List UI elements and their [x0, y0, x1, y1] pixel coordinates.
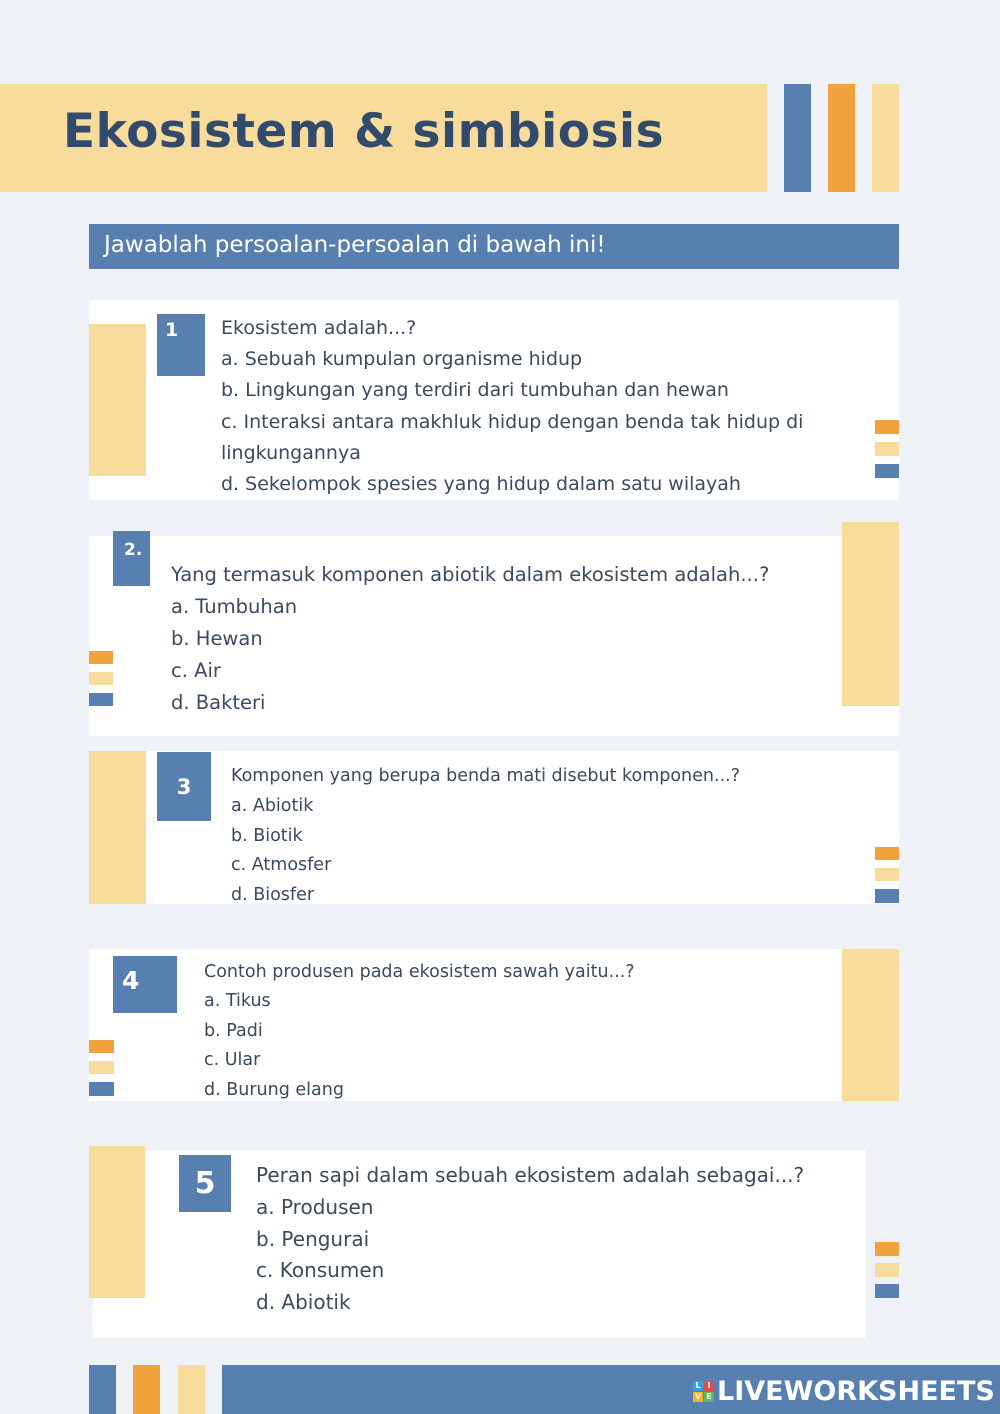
- answer-option-a[interactable]: a. Abiotik: [231, 795, 314, 816]
- deco-stripe: [875, 420, 899, 434]
- logo-letter: I: [704, 1381, 714, 1391]
- card-accent-bar: [842, 949, 899, 1101]
- answer-option-b[interactable]: b. Biotik: [231, 825, 303, 846]
- answer-option-a[interactable]: a. Sebuah kumpulan organisme hidup: [221, 348, 583, 371]
- instruction-bar: [89, 224, 899, 269]
- logo-letter: L: [693, 1381, 703, 1391]
- deco-stripe: [89, 1061, 114, 1074]
- header-stripe-orange: [828, 84, 855, 192]
- deco-stripe: [875, 889, 899, 903]
- answer-option-a[interactable]: a. Tumbuhan: [171, 595, 298, 618]
- logo-letter: V: [694, 1392, 702, 1401]
- card-accent-bar: [89, 751, 146, 904]
- deco-stripe: [89, 651, 113, 664]
- card-accent-bar: [842, 522, 899, 706]
- question-number-badge-4: 4: [113, 956, 177, 1013]
- answer-option-c-continued[interactable]: lingkungannya: [221, 441, 361, 464]
- question-block-5: [256, 1160, 804, 1319]
- answer-option-b[interactable]: b. Lingkungan yang terdiri dari tumbuhan dan hewan: [221, 379, 729, 402]
- answer-option-d[interactable]: d. Biosfer: [231, 885, 315, 906]
- deco-stripe: [875, 868, 899, 881]
- question-text: Ekosistem adalah...?: [221, 317, 417, 339]
- answer-option-a[interactable]: a. Tikus: [204, 991, 271, 1012]
- question-text: Peran sapi dalam sebuah ekosistem adalah sebagai...?: [256, 1163, 805, 1187]
- deco-stripe: [89, 1082, 114, 1096]
- deco-stripe: [875, 1284, 899, 1298]
- deco-stripe: [875, 1263, 899, 1277]
- answer-option-c[interactable]: c. Atmosfer: [231, 855, 332, 876]
- answer-option-b[interactable]: b. Padi: [204, 1020, 263, 1041]
- deco-stripe: [89, 693, 113, 706]
- instruction-text: Jawablah persoalan-persoalan di bawah ini!: [104, 232, 606, 258]
- logo-text: LIVEWORKSHEETS: [717, 1375, 995, 1407]
- question-text: Contoh produsen pada ekosistem sawah yaitu...?: [204, 962, 635, 982]
- footer-stripe-blue: [89, 1365, 116, 1414]
- answer-option-c[interactable]: c. Air: [171, 659, 221, 682]
- question-block-4: [204, 958, 635, 1105]
- answer-option-d[interactable]: d. Burung elang: [204, 1079, 344, 1100]
- footer-stripe-orange: [133, 1365, 160, 1414]
- question-number-badge-2: 2.: [113, 531, 150, 586]
- answer-option-c[interactable]: c. Ular: [204, 1050, 261, 1071]
- question-number-badge-5: 5: [179, 1155, 231, 1212]
- footer-stripe-cream: [178, 1365, 205, 1414]
- deco-stripe: [875, 442, 899, 456]
- answer-option-b[interactable]: b. Hewan: [171, 627, 263, 650]
- deco-stripe: [875, 1242, 899, 1256]
- card-accent-bar: [89, 1146, 145, 1298]
- answer-option-d[interactable]: d. Abiotik: [256, 1290, 351, 1315]
- question-block-3: [231, 762, 740, 911]
- logo-letter: E: [704, 1392, 714, 1402]
- deco-stripe: [89, 672, 113, 685]
- answer-option-d[interactable]: d. Sekelompok spesies yang hidup dalam satu wilayah: [221, 473, 741, 496]
- answer-option-b[interactable]: b. Pengurai: [256, 1226, 370, 1251]
- answer-option-c[interactable]: c. Interaksi antara makhluk hidup dengan benda tak hidup di: [221, 410, 804, 433]
- header-stripe-cream: [872, 84, 899, 192]
- question-block-1: [221, 313, 803, 500]
- question-number-badge-3: 3: [157, 752, 211, 821]
- question-text: Yang termasuk komponen abiotik dalam ekosistem adalah...?: [171, 563, 770, 586]
- question-text: Komponen yang berupa benda mati disebut komponen...?: [231, 766, 740, 786]
- deco-stripe: [875, 847, 899, 860]
- logo-mark-icon: [693, 1381, 714, 1402]
- answer-option-a[interactable]: a. Produsen: [256, 1194, 374, 1219]
- page-title: Ekosistem & simbiosis: [63, 104, 665, 159]
- card-accent-bar: [89, 324, 146, 476]
- question-block-2: [171, 559, 769, 719]
- deco-stripe: [875, 464, 899, 478]
- answer-option-d[interactable]: d. Bakteri: [171, 691, 266, 714]
- question-number-badge-1: 1: [157, 314, 205, 376]
- deco-stripe: [89, 1040, 114, 1053]
- liveworksheets-logo[interactable]: [693, 1376, 995, 1406]
- answer-option-c[interactable]: c. Konsumen: [256, 1258, 385, 1283]
- header-stripe-blue: [784, 84, 811, 192]
